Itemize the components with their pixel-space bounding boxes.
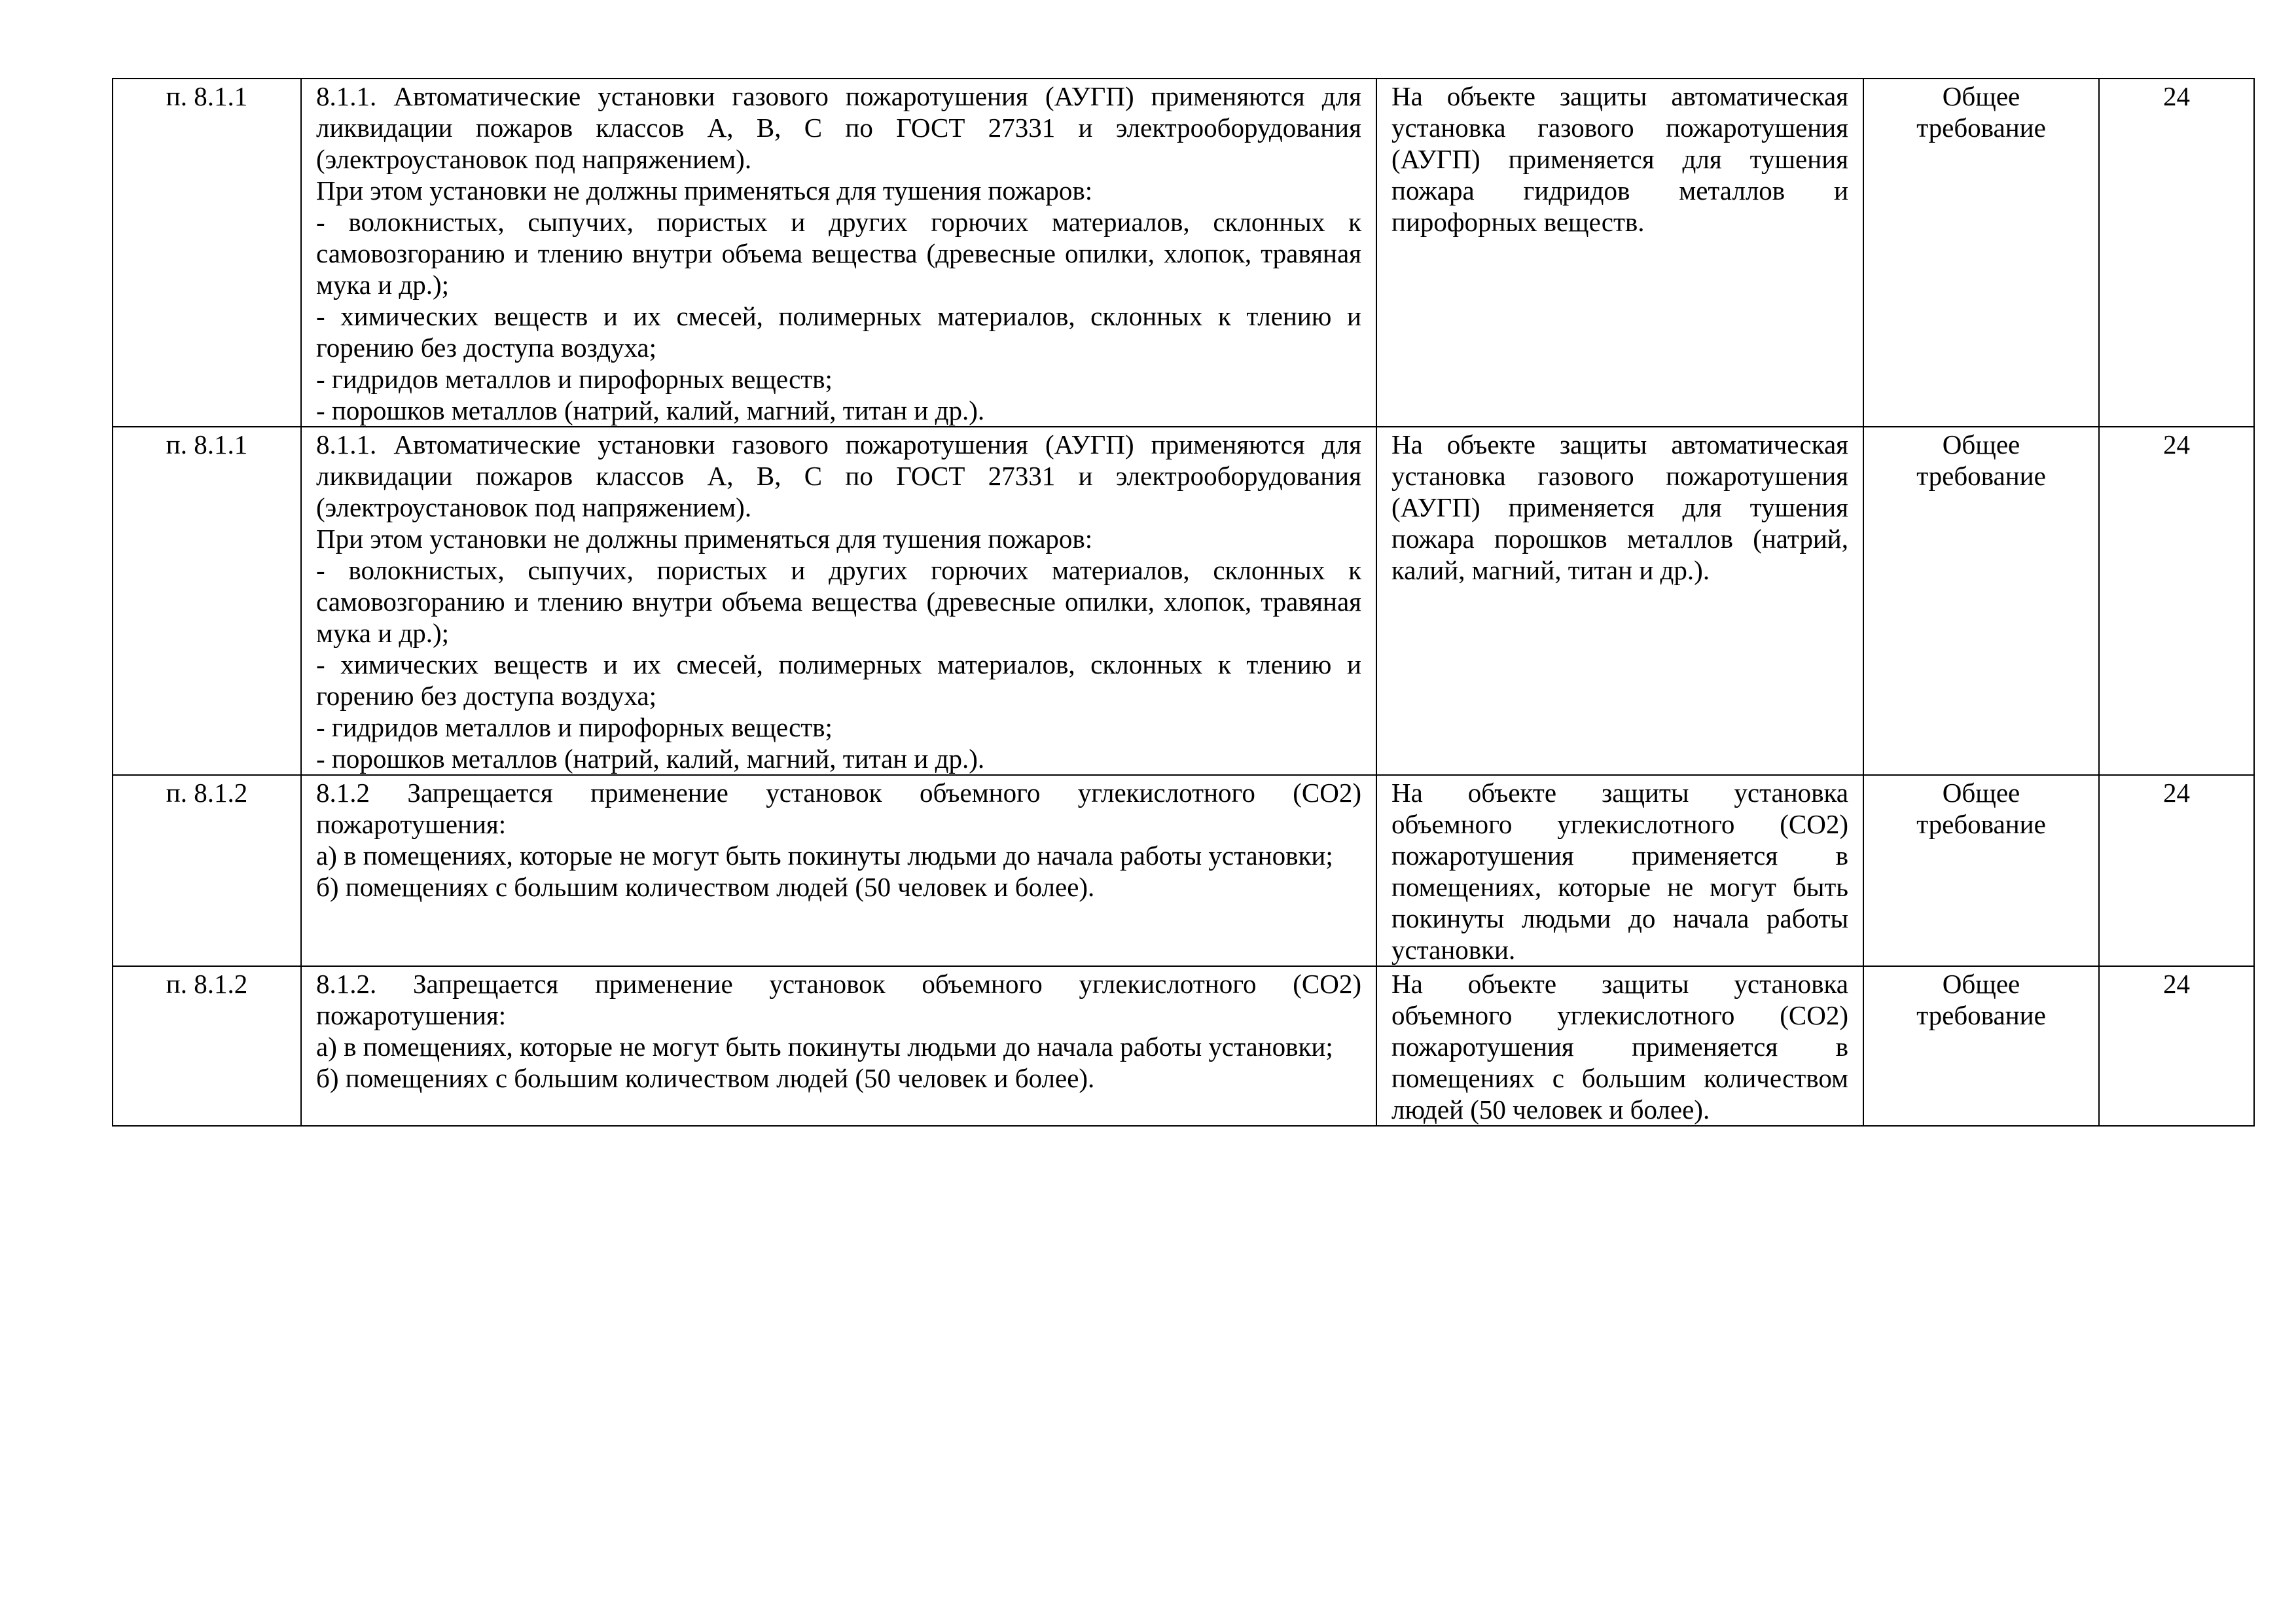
text-line: установка газового пожаротушения <box>1391 461 1848 491</box>
category-text: Общее <box>1942 81 2020 111</box>
requirement-cell <box>301 966 1376 1126</box>
clause-cell <box>113 966 301 1126</box>
text-line: - порошков металлов (натрий, калий, магний, титан и др.). <box>316 744 985 774</box>
clause-cell <box>113 427 301 775</box>
page-number: 24 <box>2163 81 2190 111</box>
text-line: самовозгоранию и тлению внутри объема вещества (древесные опилки, хлопок, травяная <box>316 586 1361 617</box>
requirement-cell <box>301 775 1376 966</box>
text-line: - гидридов металлов и пирофорных веществ; <box>316 712 833 742</box>
text-line: пожаротушения применяется в <box>1391 1032 1848 1062</box>
table-row <box>113 775 2254 966</box>
text-line: калий, магний, титан и др.). <box>1391 555 1710 585</box>
finding-cell <box>1376 79 1863 427</box>
page-cell <box>2099 775 2254 966</box>
text-line: а) в помещениях, которые не могут быть покинуты людьми до начала работы установки; <box>316 840 1333 871</box>
text-line: пожара порошков металлов (натрий, <box>1391 524 1848 554</box>
finding-cell <box>1376 427 1863 775</box>
text-line: На объекте защиты автоматическая <box>1391 429 1848 460</box>
category-cell <box>1863 966 2099 1126</box>
category-cell <box>1863 427 2099 775</box>
text-line: помещениях, которые не могут быть <box>1391 872 1848 902</box>
text-line: - волокнистых, сыпучих, пористых и других горючих материалов, склонных к <box>316 555 1361 585</box>
text-line: помещениях с большим количеством <box>1391 1063 1848 1093</box>
category-cell <box>1863 79 2099 427</box>
text-line: мука и др.); <box>316 618 450 648</box>
text-line: объемного углекислотного (СО2) <box>1391 809 1848 839</box>
page-cell <box>2099 427 2254 775</box>
text-line: пожаротушения: <box>316 809 507 839</box>
text-line: самовозгоранию и тлению внутри объема вещества (древесные опилки, хлопок, травяная <box>316 238 1361 268</box>
clause-number: п. 8.1.2 <box>166 778 248 808</box>
text-line: б) помещениях с большим количеством людей (50 человек и более). <box>316 1063 1095 1093</box>
category-text: требование <box>1916 1000 2046 1030</box>
text-line: людей (50 человек и более). <box>1391 1094 1710 1125</box>
clause-cell <box>113 79 301 427</box>
category-text: Общее <box>1942 429 2020 460</box>
text-line: 8.1.1. Автоматические установки газового пожаротушения (АУГП) применяются для <box>316 81 1361 111</box>
text-line: (электроустановок под напряжением). <box>316 144 752 174</box>
text-line: - порошков металлов (натрий, калий, магний, титан и др.). <box>316 395 985 425</box>
text-line: пожара гидридов металлов и <box>1391 175 1848 206</box>
category-text: требование <box>1916 461 2046 491</box>
category-text: Общее <box>1942 969 2020 999</box>
text-line: а) в помещениях, которые не могут быть покинуты людьми до начала работы установки; <box>316 1032 1333 1062</box>
text-line: пожаротушения: <box>316 1000 507 1030</box>
text-line: ликвидации пожаров классов А, В, С по ГОСТ 27331 и электрооборудования <box>316 113 1361 143</box>
page-number: 24 <box>2163 969 2190 999</box>
text-line: объемного углекислотного (СО2) <box>1391 1000 1848 1030</box>
text-line: мука и др.); <box>316 270 450 300</box>
table-row <box>113 79 2254 427</box>
text-line: горению без доступа воздуха; <box>316 681 657 711</box>
category-text: требование <box>1916 809 2046 839</box>
clause-number: п. 8.1.1 <box>166 81 248 111</box>
text-line: (АУГП) применяется для тушения <box>1391 144 1848 174</box>
text-line: - гидридов металлов и пирофорных веществ; <box>316 364 833 394</box>
text-line: 8.1.1. Автоматические установки газового пожаротушения (АУГП) применяются для <box>316 429 1361 460</box>
table-row <box>113 966 2254 1126</box>
clause-number: п. 8.1.2 <box>166 969 248 999</box>
text-line: - химических веществ и их смесей, полимерных материалов, склонных к тлению и <box>316 301 1361 331</box>
text-line: покинуты людьми до начала работы <box>1391 903 1848 933</box>
text-line: установка газового пожаротушения <box>1391 113 1848 143</box>
clause-number: п. 8.1.1 <box>166 429 248 460</box>
category-text: Общее <box>1942 778 2020 808</box>
text-line: (электроустановок под напряжением). <box>316 492 752 522</box>
page-cell <box>2099 79 2254 427</box>
text-line: пирофорных веществ. <box>1391 207 1645 237</box>
text-line: ликвидации пожаров классов А, В, С по ГОСТ 27331 и электрооборудования <box>316 461 1361 491</box>
text-line: горению без доступа воздуха; <box>316 333 657 363</box>
category-text: требование <box>1916 113 2046 143</box>
text-line: На объекте защиты установка <box>1391 778 1848 808</box>
text-line: установки. <box>1391 935 1516 965</box>
text-line: На объекте защиты установка <box>1391 969 1848 999</box>
text-line: При этом установки не должны применяться для тушения пожаров: <box>316 524 1093 554</box>
text-line: 8.1.2. Запрещается применение установок объемного углекислотного (СО2) <box>316 969 1361 999</box>
table-row <box>113 427 2254 775</box>
text-line: (АУГП) применяется для тушения <box>1391 492 1848 522</box>
text-line: - химических веществ и их смесей, полимерных материалов, склонных к тлению и <box>316 649 1361 679</box>
text-line: пожаротушения применяется в <box>1391 840 1848 871</box>
text-line: При этом установки не должны применяться для тушения пожаров: <box>316 175 1093 206</box>
finding-cell <box>1376 775 1863 966</box>
requirements-table <box>112 78 2255 1127</box>
clause-cell <box>113 775 301 966</box>
category-cell <box>1863 775 2099 966</box>
requirements-table-body <box>113 79 2254 1126</box>
text-line: На объекте защиты автоматическая <box>1391 81 1848 111</box>
requirement-cell <box>301 79 1376 427</box>
page-number: 24 <box>2163 429 2190 460</box>
finding-cell <box>1376 966 1863 1126</box>
text-line: б) помещениях с большим количеством людей (50 человек и более). <box>316 872 1095 902</box>
text-line: - волокнистых, сыпучих, пористых и других горючих материалов, склонных к <box>316 207 1361 237</box>
page-number: 24 <box>2163 778 2190 808</box>
requirement-cell <box>301 427 1376 775</box>
text-line: 8.1.2 Запрещается применение установок объемного углекислотного (СО2) <box>316 778 1361 808</box>
page-cell <box>2099 966 2254 1126</box>
